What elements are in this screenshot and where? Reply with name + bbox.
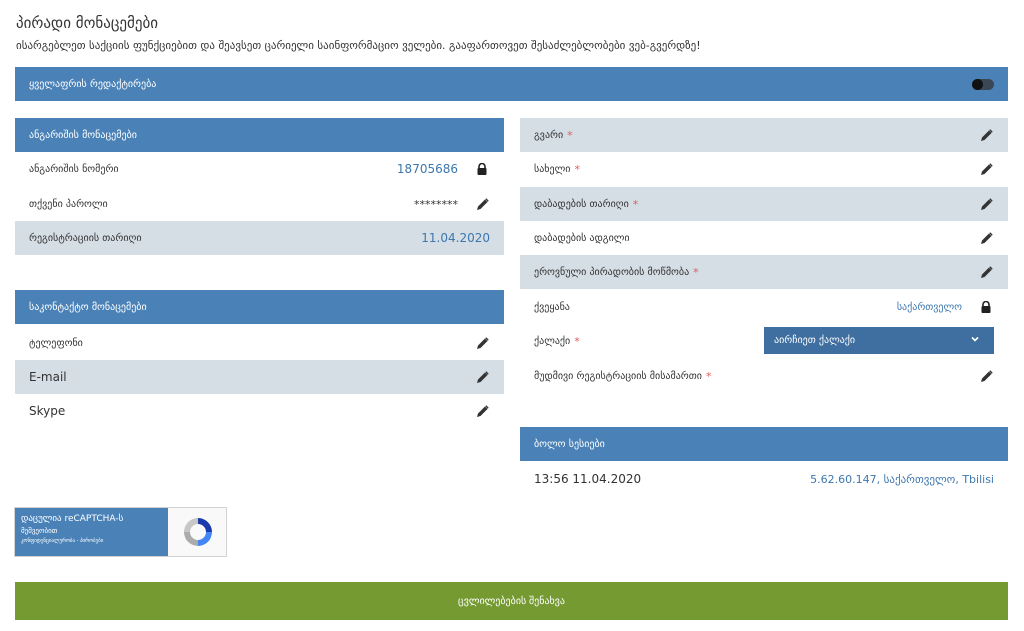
row-label: თქვენი პაროლი: [29, 198, 108, 210]
national-id-row: [520, 255, 1008, 289]
page-subtitle: ისარგებლეთ საქციის ფუნქციებით და შეავსეთ ცარიელი საინფორმაციო ველები. გააფართოვეთ შესაძლებლობები ვებ-გვერდზე!: [16, 39, 701, 52]
account-panel-header: [15, 118, 504, 152]
lock-icon: [979, 300, 993, 314]
required-mark: *: [574, 334, 580, 348]
required-mark: *: [693, 265, 699, 279]
page-title: პირადი მონაცემები: [16, 14, 158, 32]
save-changes-button[interactable]: ცვლილებების შენახვა: [15, 582, 1008, 620]
pencil-icon[interactable]: [979, 231, 993, 245]
pencil-icon[interactable]: [979, 197, 993, 211]
pencil-icon[interactable]: [979, 265, 993, 279]
contact-panel-title: საკონტაქტო მონაცემები: [29, 301, 147, 313]
row-label: ქალაქი: [534, 335, 571, 347]
last-sessions-title: ბოლო სესიები: [534, 438, 605, 450]
row-label: E-mail: [29, 370, 67, 384]
registration-date-row: [15, 221, 504, 255]
pencil-icon[interactable]: [979, 369, 993, 383]
row-label: ეროვნული პირადობის მოწმობა: [534, 266, 690, 278]
city-select[interactable]: [764, 327, 994, 354]
birth-date-row: [520, 187, 1008, 221]
row-label: დაბადების თარიღი: [534, 198, 629, 210]
account-number-value: 18705686: [396, 162, 458, 176]
required-mark: *: [632, 197, 639, 211]
pencil-icon[interactable]: [475, 404, 489, 418]
name-row: [520, 152, 1008, 186]
row-label: გვარი: [534, 129, 564, 141]
required-mark: *: [705, 369, 712, 383]
surname-row: [520, 118, 1008, 152]
row-label: Skype: [29, 404, 66, 418]
chevron-down-icon: [970, 334, 980, 347]
required-mark: *: [567, 128, 573, 142]
edit-all-label: ყველაფრის რედაქტირება: [29, 78, 157, 90]
row-label: მუდმივი რეგისტრაციის მისამართი: [534, 370, 702, 382]
row-label: ქვეყანა: [534, 301, 570, 313]
skype-row: [15, 394, 504, 428]
email-row: [15, 360, 504, 394]
row-label: დაბადების ადგილი: [534, 232, 630, 244]
recaptcha-text-block: [15, 508, 168, 556]
recaptcha-links[interactable]: კონფიდენციალურობა - პირობები: [21, 538, 104, 544]
registration-date-value: 11.04.2020: [421, 231, 490, 245]
lock-icon: [475, 162, 489, 176]
session-city: Tbilisi: [962, 472, 994, 486]
row-label: ტელეფონი: [29, 337, 83, 349]
country-row: [520, 290, 1008, 324]
password-value: ********: [414, 197, 458, 211]
edit-all-bar: [15, 67, 1008, 101]
session-time: 13:56 11.04.2020: [534, 472, 642, 486]
session-location: [810, 473, 994, 486]
recaptcha-line2: მეშვეობით: [21, 527, 58, 535]
session-ip: 5.62.60.147, საქართველო,: [810, 472, 959, 486]
pencil-icon[interactable]: [475, 197, 489, 211]
city-row: [520, 324, 760, 358]
birth-place-row: [520, 221, 1008, 255]
recaptcha-line1: დაცულია reCAPTCHA-ს: [21, 514, 124, 524]
row-label: ანგარიშის ნომერი: [29, 163, 119, 175]
recaptcha-badge[interactable]: [14, 507, 227, 557]
contact-panel-header: [15, 290, 504, 324]
password-row: [15, 187, 504, 221]
account-number-row: [15, 152, 504, 186]
address-row: [520, 359, 1008, 393]
pencil-icon[interactable]: [475, 370, 489, 384]
phone-row: [15, 326, 504, 360]
required-mark: *: [574, 162, 580, 176]
edit-all-toggle[interactable]: [972, 79, 994, 90]
last-sessions-header: [520, 427, 1008, 461]
toggle-knob: [972, 79, 983, 90]
recaptcha-logo-icon: [180, 514, 216, 554]
account-panel-title: ანგარიშის მონაცემები: [29, 129, 137, 141]
session-row: [520, 462, 1008, 496]
pencil-icon[interactable]: [475, 336, 489, 350]
country-value: საქართველო: [896, 301, 962, 313]
city-select-value: აირჩიეთ ქალაქი: [774, 335, 856, 346]
row-label: სახელი: [534, 163, 571, 175]
pencil-icon[interactable]: [979, 162, 993, 176]
row-label: რეგისტრაციის თარიღი: [29, 232, 142, 244]
pencil-icon[interactable]: [979, 128, 993, 142]
